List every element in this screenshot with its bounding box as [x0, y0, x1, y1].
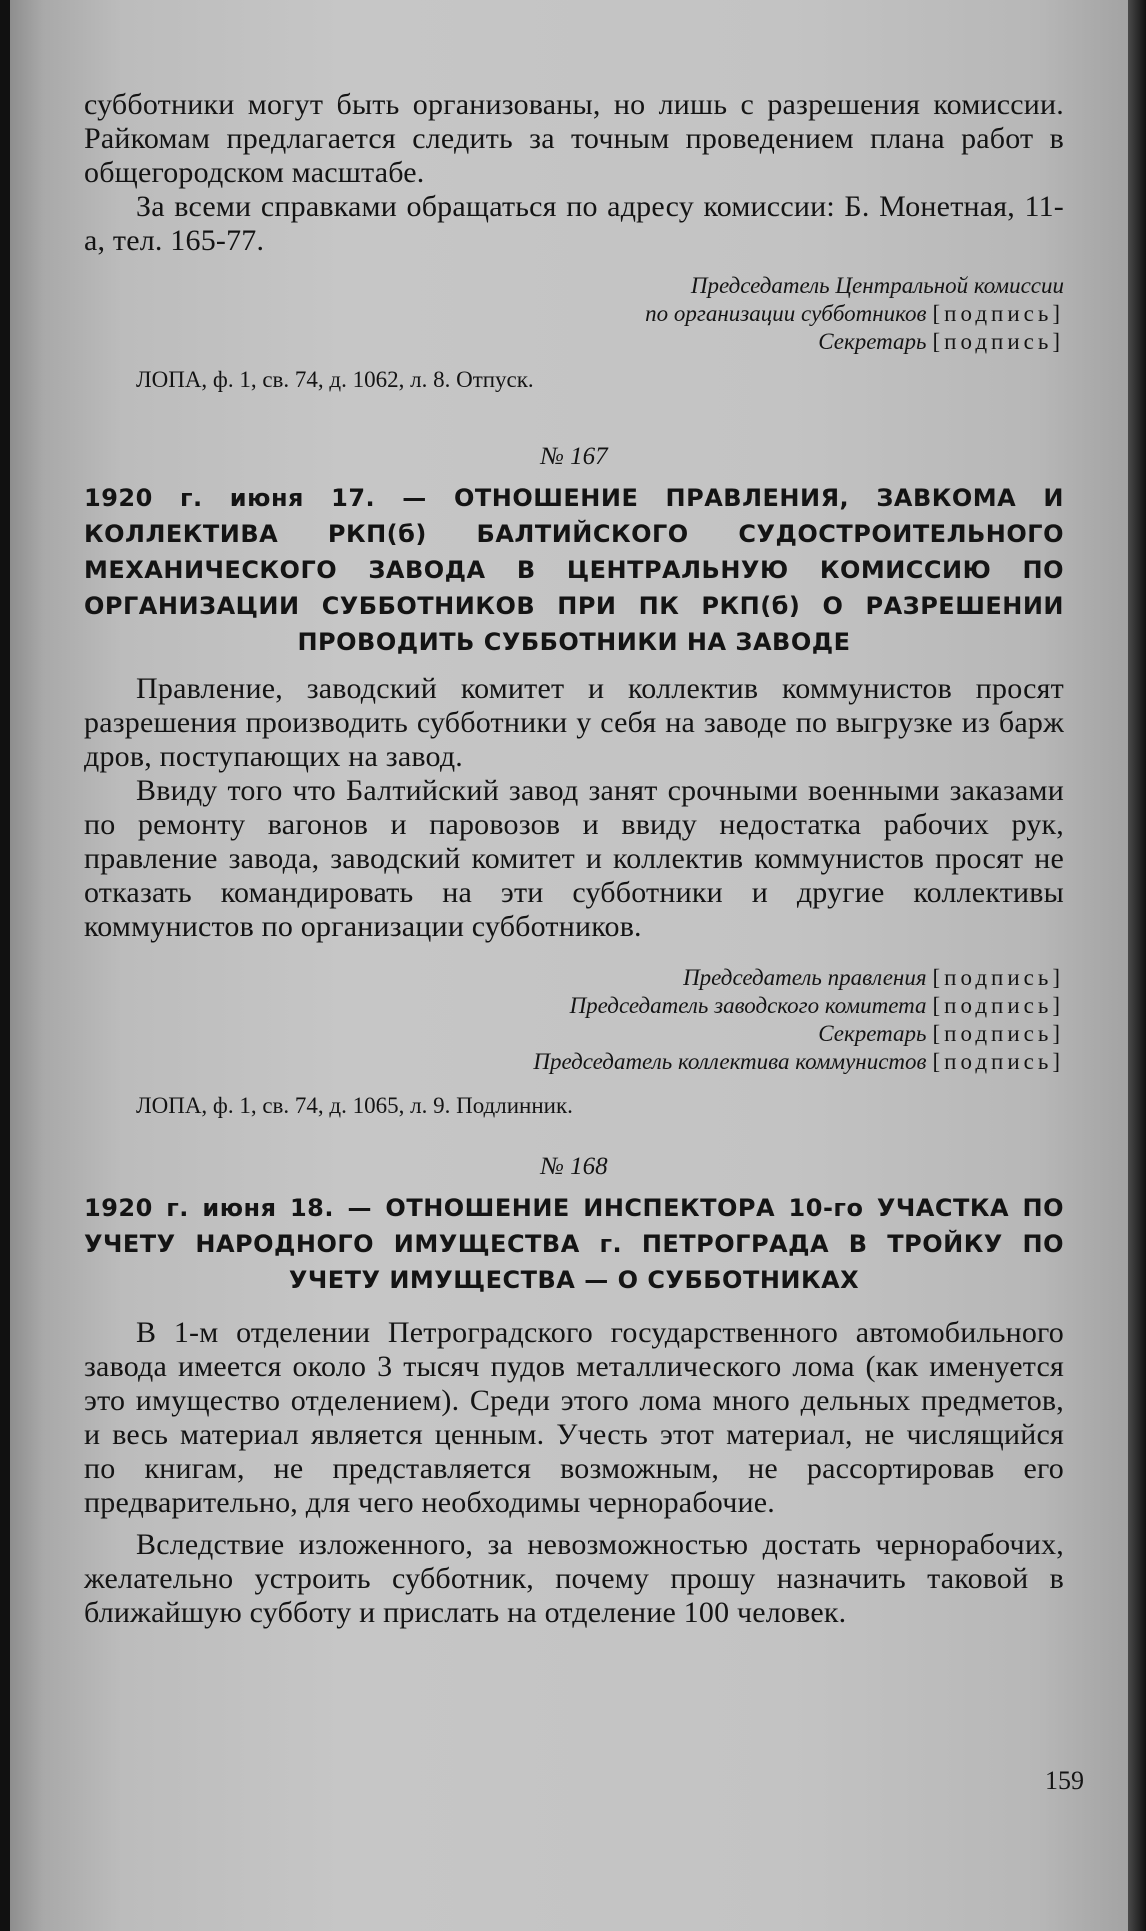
signature-mark: [подпись] — [932, 965, 1064, 990]
signature-mark: [подпись] — [932, 1049, 1064, 1074]
signature-mark: [подпись] — [932, 329, 1064, 354]
signature-title: Председатель заводского комитета — [569, 993, 927, 1018]
signature-title: по организации субботников — [645, 301, 927, 326]
signature-title: Секретарь — [818, 329, 927, 354]
paragraph: В 1-м отделении Петроградского государственного автомобильного завода имеется около 3 тысяч пудов металлического лома (как именуется это имущество отделением). Среди этого лома много дельных предметов, и весь материал является ценным. Учесть этот материал, не числящийся по книгам, не представляется возможным, не рассортировав его предварительно, для чего необходимы чернорабочие. — [84, 1316, 1064, 1519]
signature-line — [84, 1020, 1064, 1048]
document-number: № 168 — [540, 1153, 608, 1180]
archive-reference: ЛОПА, ф. 1, св. 74, д. 1062, л. 8. Отпуск. — [136, 367, 534, 392]
signature-mark: [подпись] — [932, 1021, 1064, 1046]
signature-title: Председатель Центральной комиссии — [690, 273, 1064, 298]
signature-title: Секретарь — [818, 1021, 927, 1046]
document-heading: 1920 г. июня 17. — ОТНОШЕНИЕ ПРАВЛЕНИЯ, ЗАВКОМА И КОЛЛЕКТИВА РКП(б) БАЛТИЙСКОГО СУДОСТРОИТЕЛЬНОГО МЕХАНИЧЕСКОГО ЗАВОДА В ЦЕНТРАЛЬНУЮ КОМИССИЮ ПО ОРГАНИЗАЦИИ СУББОТНИКОВ ПРИ ПК РКП(б) О РАЗРЕШЕНИИ ПРОВОДИТЬ СУББОТНИКИ НА ЗАВОДЕ — [84, 484, 1064, 656]
signature-mark: [подпись] — [932, 993, 1064, 1018]
signature-title: Председатель правления — [683, 965, 927, 990]
signature-line — [84, 328, 1064, 356]
paragraph: Правление, заводский комитет и коллектив коммунистов просят разрешения производить субботники у себя на заводе по выгрузке из барж дров, поступающих на завод. — [84, 672, 1064, 773]
document-number: № 167 — [540, 443, 608, 470]
page-number: 159 — [1045, 1766, 1084, 1795]
signature-line — [84, 1048, 1064, 1076]
page-edge-shadow — [1128, 0, 1146, 1931]
signature-line — [84, 964, 1064, 992]
book-page — [10, 0, 1128, 1931]
signature-line — [84, 272, 1064, 300]
page-content — [84, 88, 1064, 1630]
paragraph-contacts: За всеми справками обращаться по адресу комиссии: Б. Монетная, 11-а, тел. 165-77. — [84, 190, 1064, 257]
archive-reference: ЛОПА, ф. 1, св. 74, д. 1065, л. 9. Подлинник. — [136, 1093, 573, 1118]
document-heading: 1920 г. июня 18. — ОТНОШЕНИЕ ИНСПЕКТОРА 10-го УЧАСТКА ПО УЧЕТУ НАРОДНОГО ИМУЩЕСТВА г. ПЕТРОГРАДА В ТРОЙКУ ПО УЧЕТУ ИМУЩЕСТВА — О СУББОТНИКАХ — [84, 1194, 1064, 1294]
paragraph-continued: субботники могут быть организованы, но лишь с разрешения комиссии. Райкомам предлагается следить за точным проведением плана работ в общегородском масштабе. — [84, 88, 1064, 189]
signature-line — [84, 300, 1064, 328]
paragraph: Вследствие изложенного, за невозможностью достать чернорабочих, желательно устроить субботник, почему прошу назначить таковой в ближайшую субботу и прислать на отделение 100 человек. — [84, 1528, 1064, 1629]
signature-title: Председатель коллектива коммунистов — [533, 1049, 927, 1074]
paragraph: Ввиду того что Балтийский завод занят срочными военными заказами по ремонту вагонов и паровозов и ввиду недостатка рабочих рук, правление завода, заводский комитет и коллектив коммунистов просят не отказать командировать на эти субботники и другие коллективы коммунистов по организации субботников. — [84, 774, 1064, 943]
signature-mark: [подпись] — [932, 301, 1064, 326]
signature-line — [84, 992, 1064, 1020]
